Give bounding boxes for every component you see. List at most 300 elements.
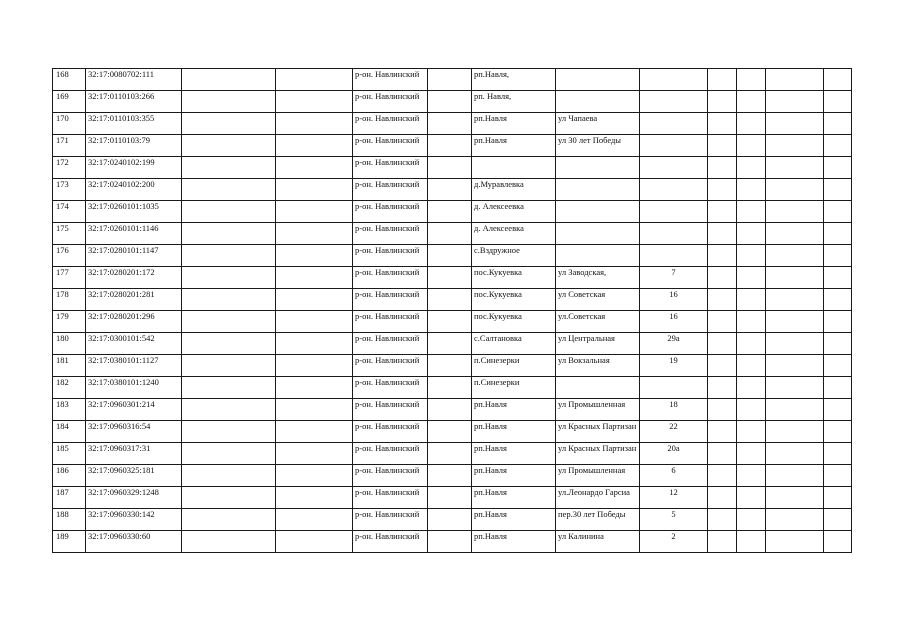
empty-cell: [824, 201, 852, 223]
empty-cell: [766, 311, 824, 333]
table-row: [53, 69, 852, 91]
empty-cell: [276, 377, 353, 399]
house-number: 5: [640, 509, 708, 531]
empty-cell: [182, 443, 276, 465]
empty-cell: [276, 69, 353, 91]
house-number: [640, 377, 708, 399]
table-row: [53, 223, 852, 245]
empty-cell: [708, 311, 737, 333]
empty-cell: [824, 245, 852, 267]
street: ул Чапаева: [556, 113, 640, 135]
empty-cell: [276, 267, 353, 289]
settlement: п.Синезерки: [472, 377, 556, 399]
empty-cell: [276, 201, 353, 223]
district: р-он. Навлинский: [353, 179, 428, 201]
empty-cell: [182, 399, 276, 421]
empty-cell: [737, 377, 766, 399]
empty-cell: [708, 69, 737, 91]
row-number: 188: [53, 509, 86, 531]
empty-cell: [766, 465, 824, 487]
house-number: 19: [640, 355, 708, 377]
row-number: 178: [53, 289, 86, 311]
empty-cell: [428, 531, 472, 553]
district: р-он. Навлинский: [353, 333, 428, 355]
cadastral-number: 32:17:0960325:181: [86, 465, 182, 487]
empty-cell: [276, 245, 353, 267]
cadastral-number: 32:17:0280101:1147: [86, 245, 182, 267]
house-number: 22: [640, 421, 708, 443]
empty-cell: [824, 399, 852, 421]
table-row: [53, 355, 852, 377]
house-number: [640, 135, 708, 157]
empty-cell: [737, 113, 766, 135]
empty-cell: [276, 223, 353, 245]
cadastral-number: 32:17:0110103:266: [86, 91, 182, 113]
street: [556, 201, 640, 223]
district: р-он. Навлинский: [353, 245, 428, 267]
empty-cell: [824, 531, 852, 553]
row-number: 180: [53, 333, 86, 355]
street: пер.30 лет Победы: [556, 509, 640, 531]
settlement: д. Алексеевка: [472, 223, 556, 245]
settlement: рп. Навля,: [472, 91, 556, 113]
cadastral-number: 32:17:0260101:1035: [86, 201, 182, 223]
empty-cell: [766, 531, 824, 553]
row-number: 187: [53, 487, 86, 509]
house-number: [640, 113, 708, 135]
row-number: 170: [53, 113, 86, 135]
settlement: рп.Навля: [472, 399, 556, 421]
empty-cell: [708, 399, 737, 421]
empty-cell: [276, 509, 353, 531]
empty-cell: [708, 355, 737, 377]
settlement: рп.Навля: [472, 509, 556, 531]
empty-cell: [182, 245, 276, 267]
street: [556, 245, 640, 267]
empty-cell: [276, 135, 353, 157]
row-number: 183: [53, 399, 86, 421]
empty-cell: [276, 157, 353, 179]
row-number: 174: [53, 201, 86, 223]
empty-cell: [708, 201, 737, 223]
cadastral-number: 32:17:0110103:355: [86, 113, 182, 135]
empty-cell: [737, 355, 766, 377]
table-row: [53, 311, 852, 333]
empty-cell: [708, 487, 737, 509]
empty-cell: [708, 223, 737, 245]
cadastral-number: 32:17:0280201:296: [86, 311, 182, 333]
settlement: д. Алексеевка: [472, 201, 556, 223]
street: ул Заводская,: [556, 267, 640, 289]
empty-cell: [708, 179, 737, 201]
table-row: [53, 157, 852, 179]
cadastral-number: 32:17:0380101:1127: [86, 355, 182, 377]
empty-cell: [737, 531, 766, 553]
street: [556, 157, 640, 179]
empty-cell: [824, 421, 852, 443]
district: р-он. Навлинский: [353, 289, 428, 311]
row-number: 168: [53, 69, 86, 91]
house-number: [640, 245, 708, 267]
empty-cell: [766, 267, 824, 289]
street: ул.Леонардо Гарсиа: [556, 487, 640, 509]
cadastral-number: 32:17:0960316:54: [86, 421, 182, 443]
table-row: [53, 113, 852, 135]
empty-cell: [824, 443, 852, 465]
district: р-он. Навлинский: [353, 135, 428, 157]
empty-cell: [737, 223, 766, 245]
house-number: [640, 91, 708, 113]
table-row: [53, 333, 852, 355]
house-number: 16: [640, 311, 708, 333]
row-number: 182: [53, 377, 86, 399]
row-number: 175: [53, 223, 86, 245]
empty-cell: [428, 245, 472, 267]
empty-cell: [824, 465, 852, 487]
row-number: 189: [53, 531, 86, 553]
settlement: рп.Навля: [472, 465, 556, 487]
settlement: д.Муравлевка: [472, 179, 556, 201]
street: [556, 69, 640, 91]
empty-cell: [182, 267, 276, 289]
house-number: 12: [640, 487, 708, 509]
empty-cell: [824, 157, 852, 179]
street: ул.Советская: [556, 311, 640, 333]
empty-cell: [766, 179, 824, 201]
street: [556, 91, 640, 113]
row-number: 172: [53, 157, 86, 179]
empty-cell: [428, 421, 472, 443]
empty-cell: [708, 267, 737, 289]
house-number: [640, 179, 708, 201]
empty-cell: [708, 245, 737, 267]
district: р-он. Навлинский: [353, 377, 428, 399]
cadastral-number: 32:17:0110103:79: [86, 135, 182, 157]
street: ул Промышленная: [556, 465, 640, 487]
table-row: [53, 201, 852, 223]
empty-cell: [824, 377, 852, 399]
empty-cell: [276, 91, 353, 113]
empty-cell: [766, 443, 824, 465]
empty-cell: [737, 333, 766, 355]
empty-cell: [428, 223, 472, 245]
empty-cell: [824, 333, 852, 355]
empty-cell: [182, 465, 276, 487]
empty-cell: [182, 355, 276, 377]
district: р-он. Навлинский: [353, 113, 428, 135]
empty-cell: [737, 201, 766, 223]
house-number: 16: [640, 289, 708, 311]
empty-cell: [182, 531, 276, 553]
table-row: [53, 267, 852, 289]
document-page: [52, 68, 852, 553]
empty-cell: [708, 465, 737, 487]
empty-cell: [182, 223, 276, 245]
house-number: 6: [640, 465, 708, 487]
table-row: [53, 289, 852, 311]
empty-cell: [708, 377, 737, 399]
table-row: [53, 245, 852, 267]
empty-cell: [766, 245, 824, 267]
empty-cell: [766, 333, 824, 355]
empty-cell: [737, 135, 766, 157]
empty-cell: [824, 135, 852, 157]
empty-cell: [766, 69, 824, 91]
empty-cell: [276, 465, 353, 487]
empty-cell: [766, 355, 824, 377]
empty-cell: [766, 113, 824, 135]
empty-cell: [428, 113, 472, 135]
empty-cell: [428, 509, 472, 531]
house-number: 7: [640, 267, 708, 289]
row-number: 181: [53, 355, 86, 377]
settlement: п.Синезерки: [472, 355, 556, 377]
empty-cell: [737, 421, 766, 443]
empty-cell: [824, 267, 852, 289]
row-number: 179: [53, 311, 86, 333]
empty-cell: [766, 399, 824, 421]
empty-cell: [276, 399, 353, 421]
empty-cell: [182, 509, 276, 531]
cadastral-number: 32:17:0960317:31: [86, 443, 182, 465]
empty-cell: [708, 113, 737, 135]
empty-cell: [708, 443, 737, 465]
empty-cell: [182, 377, 276, 399]
empty-cell: [428, 157, 472, 179]
district: р-он. Навлинский: [353, 399, 428, 421]
table-row: [53, 377, 852, 399]
street: ул Промышленная: [556, 399, 640, 421]
table-row: [53, 421, 852, 443]
empty-cell: [428, 311, 472, 333]
empty-cell: [708, 531, 737, 553]
cadastral-number: 32:17:0260101:1146: [86, 223, 182, 245]
empty-cell: [182, 135, 276, 157]
settlement: рп.Навля,: [472, 69, 556, 91]
street: ул Калинина: [556, 531, 640, 553]
empty-cell: [824, 487, 852, 509]
empty-cell: [182, 179, 276, 201]
empty-cell: [824, 509, 852, 531]
empty-cell: [182, 69, 276, 91]
empty-cell: [708, 157, 737, 179]
empty-cell: [708, 289, 737, 311]
house-number: [640, 201, 708, 223]
empty-cell: [428, 377, 472, 399]
empty-cell: [766, 509, 824, 531]
empty-cell: [737, 267, 766, 289]
district: р-он. Навлинский: [353, 201, 428, 223]
empty-cell: [276, 333, 353, 355]
empty-cell: [182, 113, 276, 135]
property-registry-table: [52, 68, 852, 553]
empty-cell: [428, 443, 472, 465]
cadastral-number: 32:17:0280201:172: [86, 267, 182, 289]
row-number: 177: [53, 267, 86, 289]
district: р-он. Навлинский: [353, 509, 428, 531]
row-number: 186: [53, 465, 86, 487]
street: ул Центральная: [556, 333, 640, 355]
empty-cell: [824, 69, 852, 91]
settlement: рп.Навля: [472, 135, 556, 157]
empty-cell: [182, 91, 276, 113]
empty-cell: [766, 421, 824, 443]
empty-cell: [182, 421, 276, 443]
district: р-он. Навлинский: [353, 443, 428, 465]
empty-cell: [276, 443, 353, 465]
settlement: рп.Навля: [472, 531, 556, 553]
row-number: 171: [53, 135, 86, 157]
empty-cell: [276, 355, 353, 377]
district: р-он. Навлинский: [353, 487, 428, 509]
cadastral-number: 32:17:0240102:199: [86, 157, 182, 179]
empty-cell: [276, 421, 353, 443]
house-number: 29а: [640, 333, 708, 355]
district: р-он. Навлинский: [353, 267, 428, 289]
empty-cell: [708, 91, 737, 113]
cadastral-number: 32:17:0960330:60: [86, 531, 182, 553]
settlement: пос.Кукуевка: [472, 267, 556, 289]
table-row: [53, 399, 852, 421]
settlement: рп.Навля: [472, 487, 556, 509]
house-number: [640, 69, 708, 91]
empty-cell: [766, 377, 824, 399]
empty-cell: [276, 289, 353, 311]
row-number: 176: [53, 245, 86, 267]
empty-cell: [824, 355, 852, 377]
street: ул Вокзальная: [556, 355, 640, 377]
empty-cell: [737, 509, 766, 531]
empty-cell: [824, 179, 852, 201]
empty-cell: [766, 223, 824, 245]
empty-cell: [428, 267, 472, 289]
row-number: 169: [53, 91, 86, 113]
empty-cell: [428, 333, 472, 355]
cadastral-number: 32:17:0960330:142: [86, 509, 182, 531]
row-number: 184: [53, 421, 86, 443]
empty-cell: [276, 179, 353, 201]
table-row: [53, 91, 852, 113]
empty-cell: [428, 465, 472, 487]
house-number: 20а: [640, 443, 708, 465]
empty-cell: [737, 91, 766, 113]
empty-cell: [428, 355, 472, 377]
cadastral-number: 32:17:0080702:111: [86, 69, 182, 91]
empty-cell: [708, 333, 737, 355]
empty-cell: [708, 421, 737, 443]
cadastral-number: 32:17:0380101:1240: [86, 377, 182, 399]
house-number: 18: [640, 399, 708, 421]
empty-cell: [737, 245, 766, 267]
settlement: пос.Кукуевка: [472, 289, 556, 311]
empty-cell: [737, 487, 766, 509]
house-number: [640, 223, 708, 245]
empty-cell: [182, 311, 276, 333]
cadastral-number: 32:17:0960329:1248: [86, 487, 182, 509]
table-row: [53, 465, 852, 487]
street: [556, 223, 640, 245]
empty-cell: [737, 465, 766, 487]
empty-cell: [182, 157, 276, 179]
empty-cell: [737, 443, 766, 465]
empty-cell: [737, 399, 766, 421]
street: ул Советская: [556, 289, 640, 311]
settlement: [472, 157, 556, 179]
street: ул Красных Партизан: [556, 421, 640, 443]
table-row: [53, 179, 852, 201]
district: р-он. Навлинский: [353, 355, 428, 377]
empty-cell: [737, 179, 766, 201]
district: р-он. Навлинский: [353, 69, 428, 91]
cadastral-number: 32:17:0280201:281: [86, 289, 182, 311]
empty-cell: [824, 223, 852, 245]
empty-cell: [766, 289, 824, 311]
district: р-он. Навлинский: [353, 311, 428, 333]
cadastral-number: 32:17:0960301:214: [86, 399, 182, 421]
empty-cell: [766, 135, 824, 157]
district: р-он. Навлинский: [353, 421, 428, 443]
empty-cell: [766, 91, 824, 113]
row-number: 173: [53, 179, 86, 201]
street: [556, 179, 640, 201]
settlement: с.Салтановка: [472, 333, 556, 355]
settlement: рп.Навля: [472, 421, 556, 443]
empty-cell: [737, 69, 766, 91]
settlement: пос.Кукуевка: [472, 311, 556, 333]
district: р-он. Навлинский: [353, 157, 428, 179]
table-row: [53, 443, 852, 465]
street: [556, 377, 640, 399]
empty-cell: [737, 157, 766, 179]
street: ул Красных Партизан: [556, 443, 640, 465]
empty-cell: [182, 333, 276, 355]
cadastral-number: 32:17:0300101:542: [86, 333, 182, 355]
table-row: [53, 509, 852, 531]
empty-cell: [708, 135, 737, 157]
empty-cell: [737, 311, 766, 333]
empty-cell: [708, 509, 737, 531]
empty-cell: [428, 69, 472, 91]
house-number: [640, 157, 708, 179]
table-row: [53, 531, 852, 553]
district: р-он. Навлинский: [353, 91, 428, 113]
empty-cell: [824, 289, 852, 311]
empty-cell: [824, 91, 852, 113]
district: р-он. Навлинский: [353, 465, 428, 487]
settlement: рп.Навля: [472, 443, 556, 465]
empty-cell: [766, 201, 824, 223]
district: р-он. Навлинский: [353, 531, 428, 553]
street: ул 30 лет Победы: [556, 135, 640, 157]
row-number: 185: [53, 443, 86, 465]
empty-cell: [182, 487, 276, 509]
table-row: [53, 135, 852, 157]
district: р-он. Навлинский: [353, 223, 428, 245]
empty-cell: [182, 289, 276, 311]
table-row: [53, 487, 852, 509]
empty-cell: [276, 531, 353, 553]
empty-cell: [428, 179, 472, 201]
empty-cell: [428, 399, 472, 421]
empty-cell: [276, 487, 353, 509]
empty-cell: [737, 289, 766, 311]
empty-cell: [428, 289, 472, 311]
empty-cell: [428, 487, 472, 509]
empty-cell: [276, 311, 353, 333]
empty-cell: [766, 157, 824, 179]
empty-cell: [766, 487, 824, 509]
empty-cell: [428, 201, 472, 223]
